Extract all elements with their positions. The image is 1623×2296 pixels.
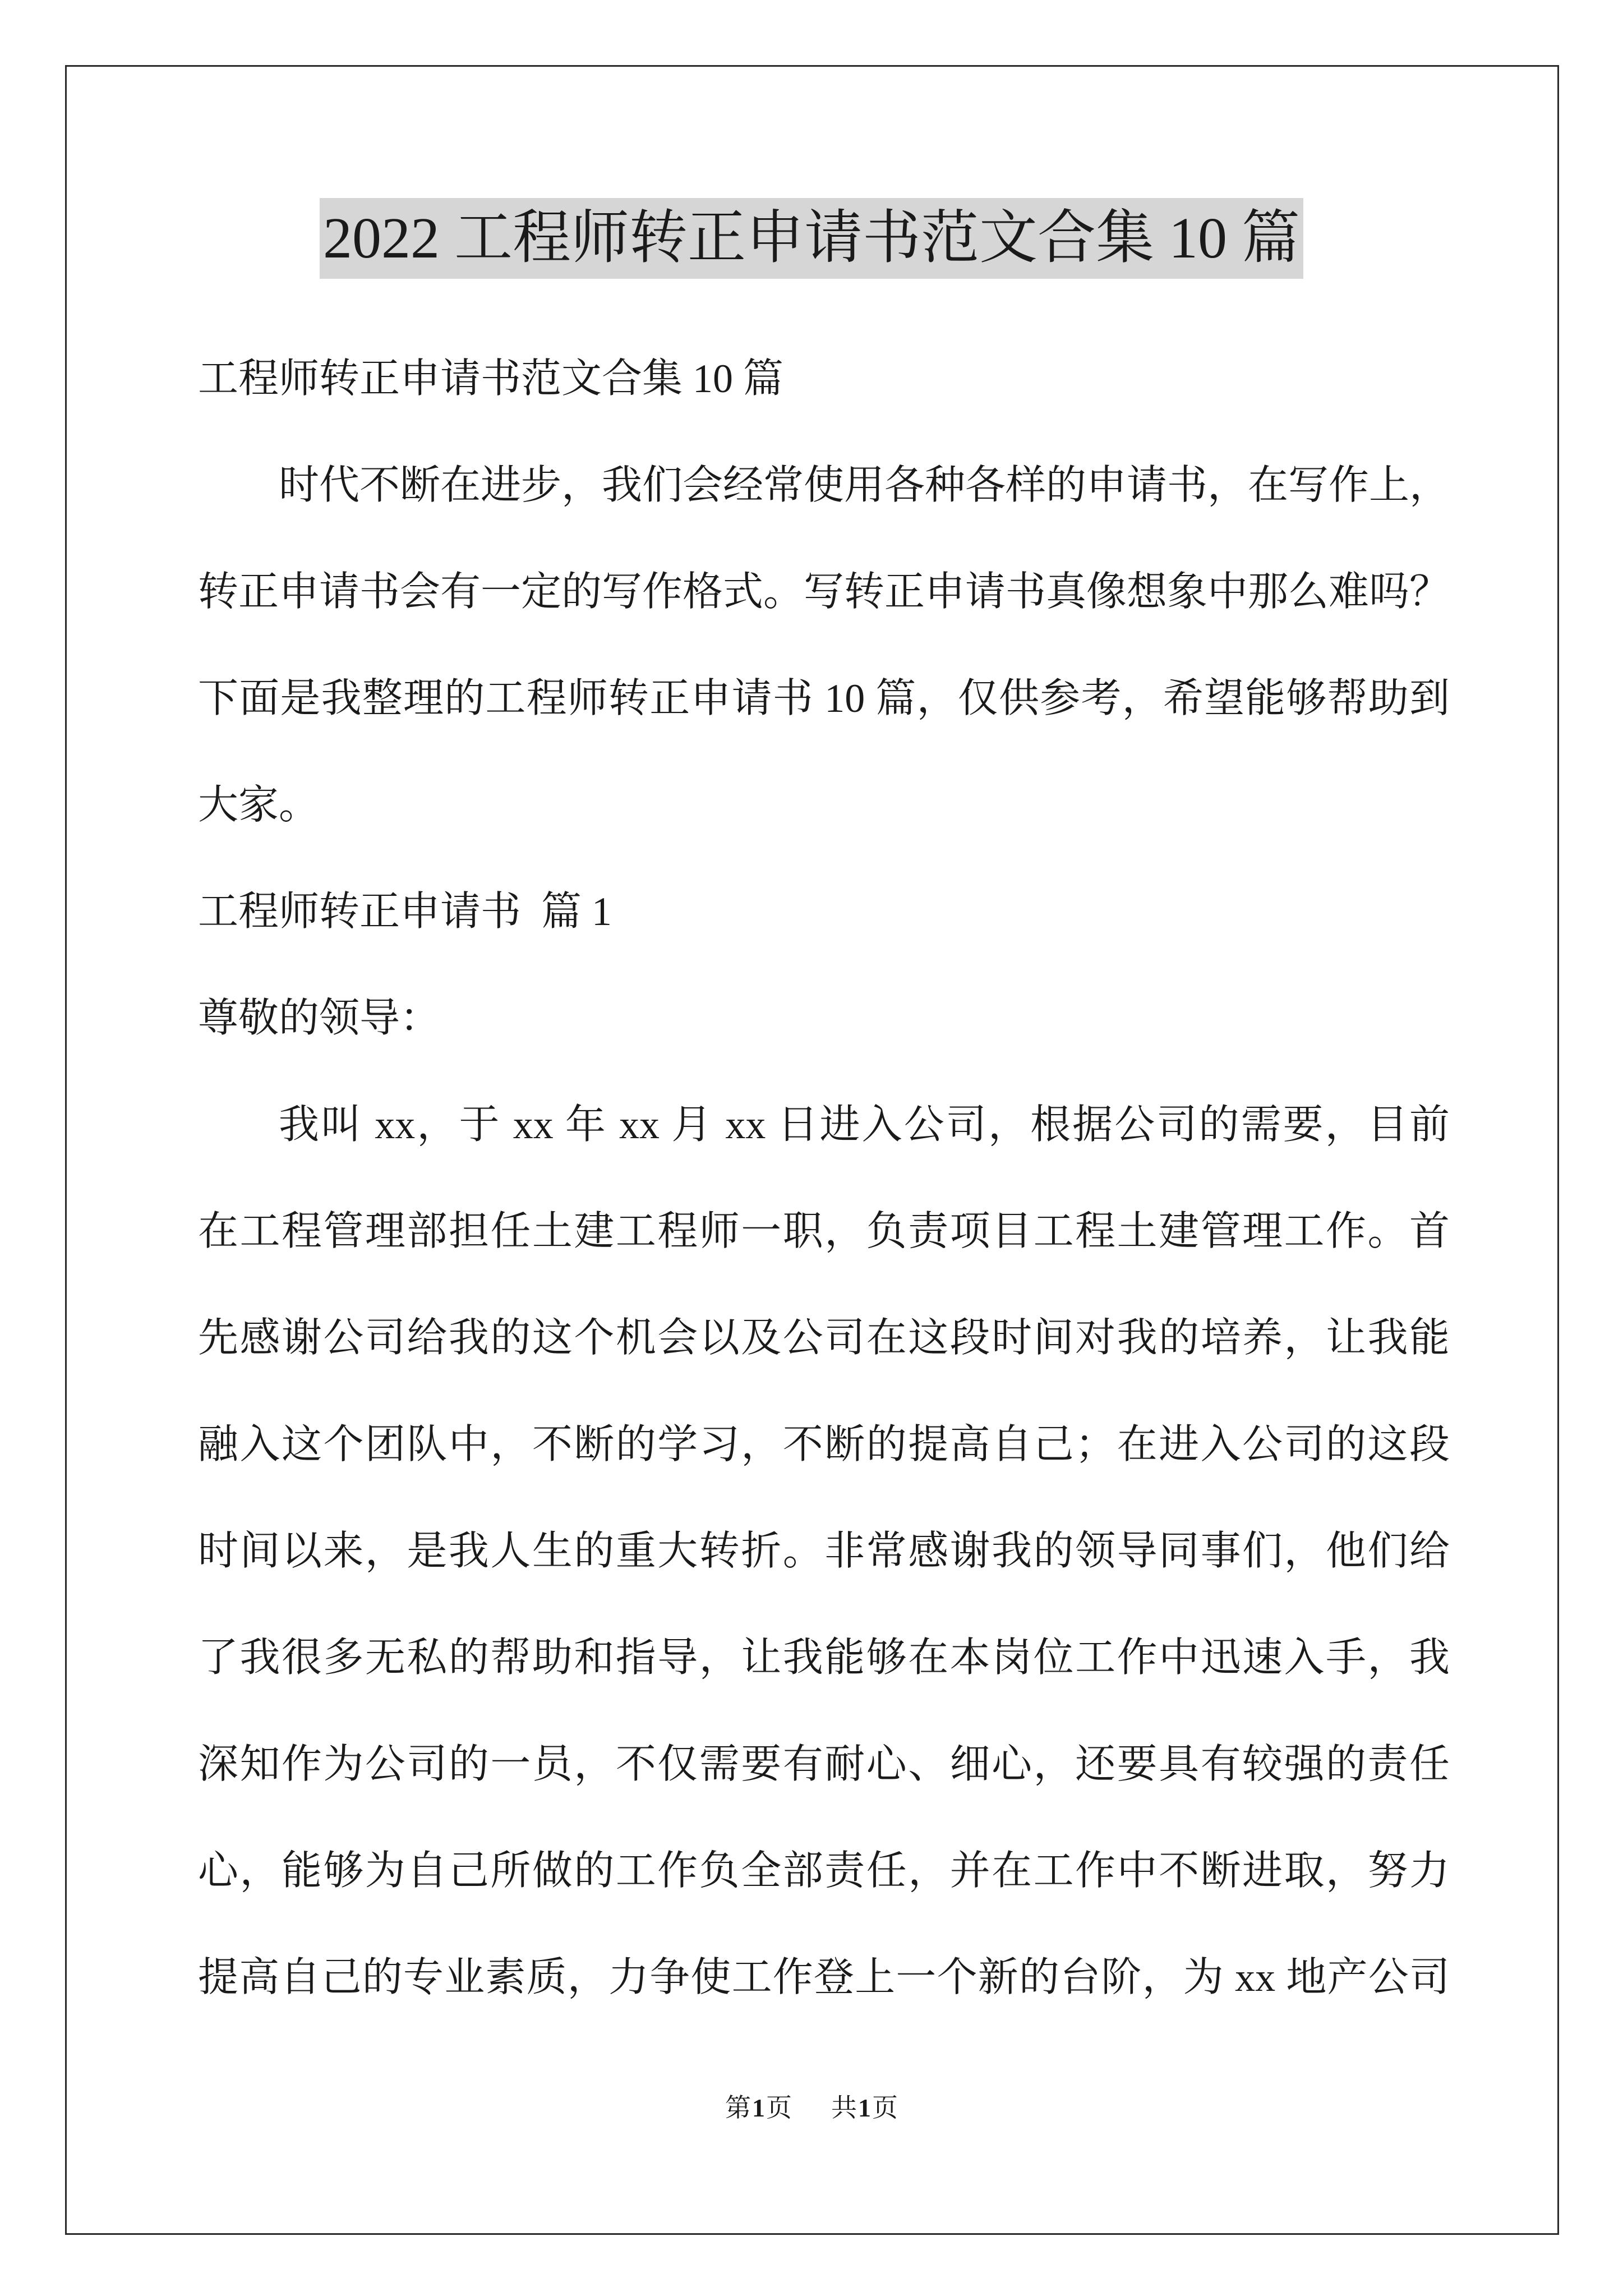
intro-line: 下面是我整理的工程师转正申请书 10 篇，仅供参考，希望能够帮助到 [198, 676, 1450, 721]
intro-line: 转正申请书会有一定的写作格式。写转正申请书真像想象中那么难吗？ [198, 569, 1450, 614]
letter-line: 先感谢公司给我的这个机会以及公司在这段时间对我的培养，让我能 [198, 1315, 1450, 1360]
subtitle: 工程师转正申请书范文合集 10 篇 [198, 356, 784, 401]
footer-total-pages: 1 [858, 2093, 871, 2122]
document-title: 2022 工程师转正申请书范文合集 10 篇 [320, 198, 1303, 279]
salutation: 尊敬的领导： [198, 996, 441, 1041]
letter-line: 心，能够为自己所做的工作负全部责任，并在工作中不断进取，努力 [198, 1848, 1450, 1893]
letter-line: 提高自己的专业素质，力争使工作登上一个新的台阶，为 xx 地产公司 [198, 1955, 1450, 2000]
intro-line: 时代不断在进步，我们会经常使用各种各样的申请书，在写作上， [279, 463, 1450, 508]
title-container [0, 198, 1623, 279]
document-body [198, 325, 1450, 2031]
letter-line: 在工程管理部担任土建工程师一职，负责项目工程土建管理工作。首 [198, 1209, 1450, 1254]
footer-total-prefix: 共 [831, 2093, 857, 2122]
footer-page-suffix: 页 [766, 2093, 792, 2122]
footer-page-prefix: 第 [725, 2093, 751, 2122]
footer-total-suffix: 页 [872, 2093, 898, 2122]
letter-line: 我叫 xx，于 xx 年 xx 月 xx 日进入公司，根据公司的需要，目前 [279, 1102, 1450, 1147]
letter-line: 深知作为公司的一员，不仅需要有耐心、细心，还要具有较强的责任 [198, 1742, 1450, 1787]
letter-line: 融入这个团队中，不断的学习，不断的提高自己；在进入公司的这段 [198, 1422, 1450, 1467]
page-footer [0, 2091, 1623, 2125]
footer-page-number: 1 [752, 2093, 765, 2122]
letter-line: 时间以来，是我人生的重大转折。非常感谢我的领导同事们，他们给 [198, 1529, 1450, 1573]
intro-line: 大家。 [198, 783, 320, 827]
section-heading: 工程师转正申请书 篇 1 [198, 889, 612, 934]
letter-line: 了我很多无私的帮助和指导，让我能够在本岗位工作中迅速入手，我 [198, 1635, 1450, 1680]
